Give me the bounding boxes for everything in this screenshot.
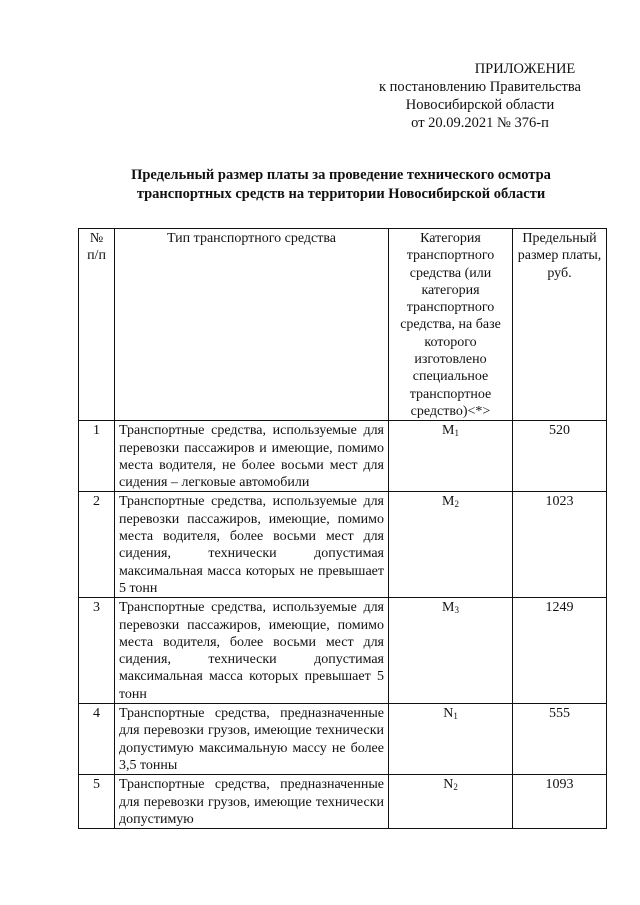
vehicle-category — [389, 421, 513, 492]
category-letter: M — [442, 423, 455, 439]
appendix-line-3: от 20.09.2021 № 376-п — [411, 115, 549, 131]
category-letter: N — [443, 777, 454, 793]
category-index: 1 — [454, 428, 459, 439]
table-row — [79, 492, 607, 598]
title-line-2: транспортных средств на территории Новосибирской области — [136, 186, 546, 202]
category-letter: N — [443, 706, 454, 722]
vehicle-category — [389, 598, 513, 704]
header-category: Категория транспортного средства (или категория транспортного средства, на базе которого изготовлено специальное транспортное средство)<*> — [389, 229, 513, 421]
appendix-block — [360, 60, 600, 132]
table-row — [79, 775, 607, 829]
category-letter: M — [442, 600, 455, 616]
vehicle-type: Транспортные средства, используемые для перевозки пассажиров, имеющие, помимо места водителя, более восьми мест для сидения, технически допустимая максимальная масса которых превышает 5 тонн — [115, 598, 389, 704]
vehicle-category — [389, 492, 513, 598]
table-row — [79, 421, 607, 492]
header-num: № п/п — [79, 229, 115, 421]
row-number: 3 — [79, 598, 115, 704]
category-letter: M — [442, 494, 455, 510]
vehicle-type: Транспортные средства, используемые для перевозки пассажиров и имеющие, помимо места водителя, не более восьми мест для сидения – легковые автомобили — [115, 421, 389, 492]
row-number: 5 — [79, 775, 115, 829]
appendix-line-2: Новосибирской области — [405, 97, 555, 113]
fee-table — [78, 228, 607, 829]
document-title — [78, 166, 604, 204]
max-fee: 1249 — [513, 598, 607, 704]
category-index: 3 — [454, 605, 459, 616]
vehicle-category — [389, 704, 513, 775]
row-number: 2 — [79, 492, 115, 598]
row-number: 1 — [79, 421, 115, 492]
table-row — [79, 598, 607, 704]
category-index: 2 — [454, 499, 459, 510]
max-fee: 1023 — [513, 492, 607, 598]
table-row — [79, 704, 607, 775]
table-header-row — [79, 229, 607, 421]
header-price: Предельный размер платы, руб. — [513, 229, 607, 421]
vehicle-type: Транспортные средства, предназначенные для перевозки грузов, имеющие технически допустимую — [115, 775, 389, 829]
vehicle-category — [389, 775, 513, 829]
header-type: Тип транспортного средства — [115, 229, 389, 421]
max-fee: 555 — [513, 704, 607, 775]
row-number: 4 — [79, 704, 115, 775]
max-fee: 1093 — [513, 775, 607, 829]
vehicle-type: Транспортные средства, используемые для перевозки пассажиров, имеющие, помимо места водителя, более восьми мест для сидения, технически допустимая максимальная масса которых не превышает 5 тонн — [115, 492, 389, 598]
max-fee: 520 — [513, 421, 607, 492]
appendix-heading: ПРИЛОЖЕНИЕ — [474, 61, 576, 77]
appendix-line-1: к постановлению Правительства — [379, 79, 581, 95]
vehicle-type: Транспортные средства, предназначенные для перевозки грузов, имеющие технически допустимую максимальную массу не более 3,5 тонны — [115, 704, 389, 775]
title-line-1: Предельный размер платы за проведение технического осмотра — [131, 167, 551, 183]
category-index: 1 — [453, 711, 458, 722]
category-index: 2 — [453, 782, 458, 793]
